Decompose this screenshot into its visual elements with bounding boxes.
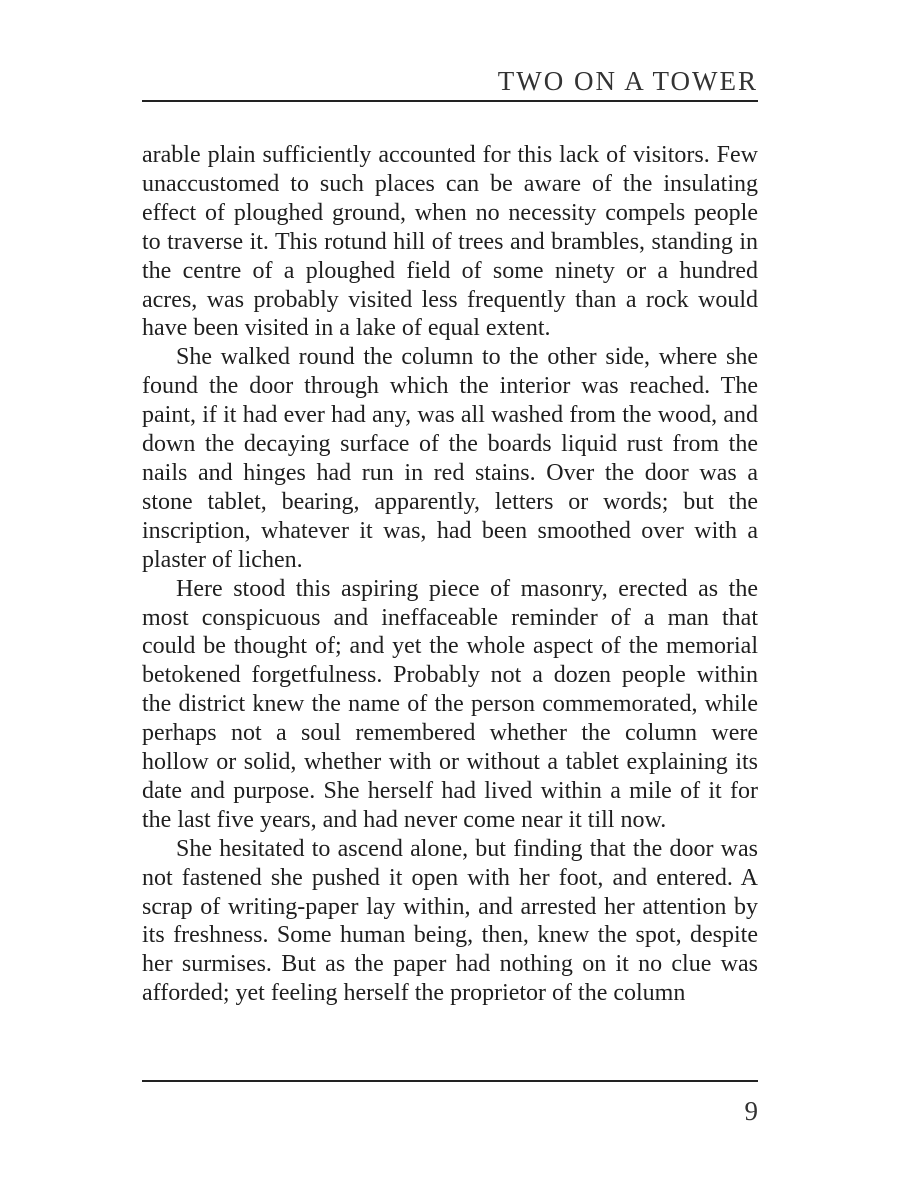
footer-rule [142, 1080, 758, 1082]
running-head: TWO ON A TOWER [497, 66, 758, 96]
paragraph-2: She walked round the column to the other side, where she found the door through which the interior was reached. The paint, if it had ever had any, was all washed from the wood, and down the decaying surface of the boards liquid rust from the nails and hinges had run in red stains. Over the door was a stone tablet, bearing, apparently, letters or words; but the inscription, whatever it was, had been smoothed over with a plaster of lichen. [142, 344, 758, 573]
header-rule [142, 100, 758, 102]
paragraph-1: arable plain sufficiently accounted for this lack of visitors. Few unaccustomed to such places can be aware of the insulating effect of ploughed ground, when no necessity compels people to traverse it. This rotund hill of trees and brambles, standing in the centre of a ploughed field of some ninety or a hundred acres, was probably visited less frequently than a rock would have been visited in a lake of equal extent. [142, 142, 758, 342]
paragraph-3: Here stood this aspiring piece of masonry, erected as the most conspicuous and ineffaceable reminder of a man that could be thought of; and yet the whole aspect of the memorial betokened forgetfulness. Probably not a dozen people within the district knew the name of the person commemorated, while perhaps not a soul remembered whether the column were hollow or solid, whether with or without a tablet explaining its date and purpose. She herself had lived within a mile of it for the last five years, and had never come near it till now. [142, 575, 758, 833]
paragraph-4: She hesitated to ascend alone, but finding that the door was not fastened she pushed it open with her foot, and entered. A scrap of writing-paper lay within, and arrested her attention by its freshness. Some human being, then, knew the spot, despite her surmises. But as the paper had nothing on it no clue was afforded; yet feeling herself the proprietor of the column [142, 835, 758, 1007]
body-text [142, 141, 758, 1008]
page-number: 9 [744, 1096, 758, 1126]
